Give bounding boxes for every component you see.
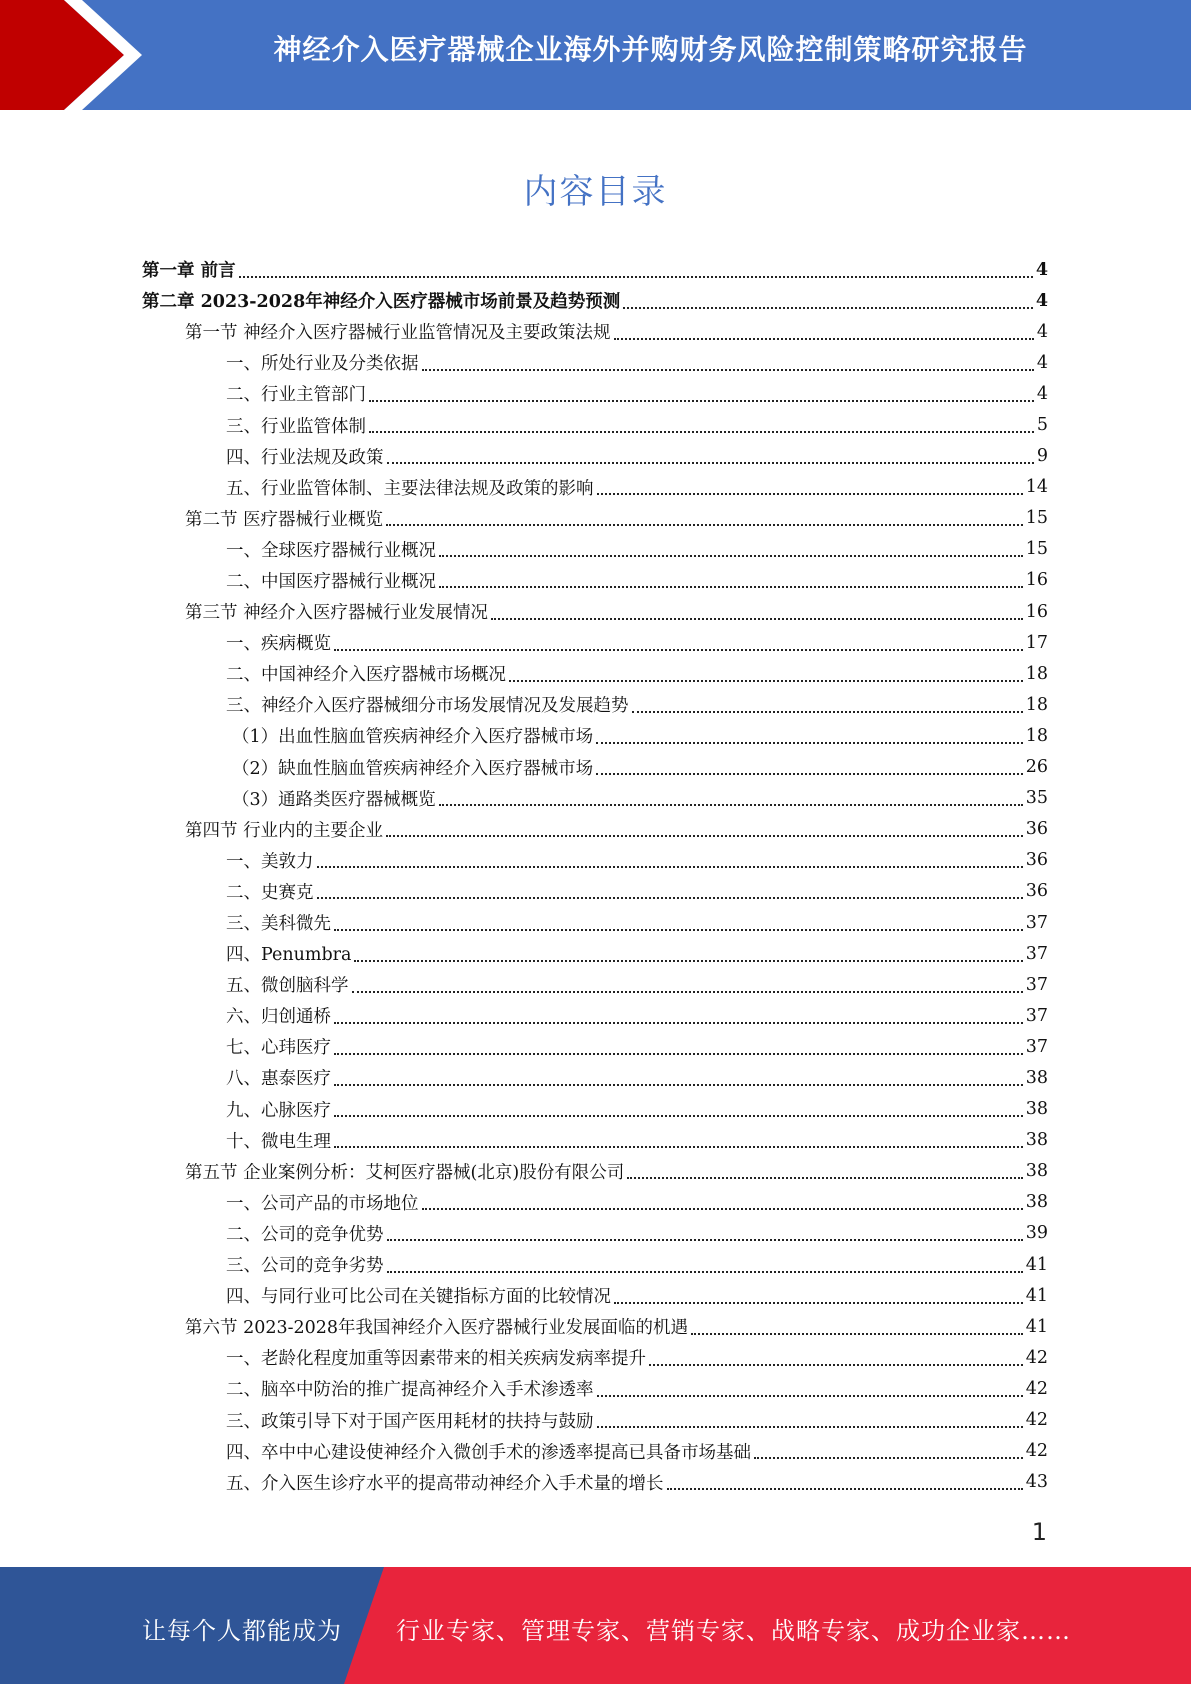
dot-leader [334, 1053, 1023, 1055]
toc-entry-page: 42 [1025, 1378, 1048, 1399]
toc-entry[interactable] [142, 658, 1048, 689]
toc-entry-page: 18 [1025, 725, 1048, 746]
toc-entry-title: 四、与同行业可比公司在关键指标方面的比较情况 [226, 1287, 611, 1308]
toc-entry-page: 18 [1025, 663, 1048, 684]
toc-entry-page: 42 [1025, 1410, 1048, 1431]
toc-entry-title: 第五节 企业案例分析：艾柯医疗器械(北京)股份有限公司 [185, 1162, 625, 1183]
dot-leader [614, 338, 1034, 340]
toc-entry-page: 9 [1036, 446, 1048, 467]
dot-leader [334, 929, 1023, 931]
toc-entry-title: 第六节 2023-2028年我国神经介入医疗器械行业发展面临的机遇 [185, 1318, 689, 1339]
toc-entry-title: 五、行业监管体制、主要法律法规及政策的影响 [226, 478, 594, 499]
toc-entry-page: 16 [1025, 601, 1048, 622]
toc-entry[interactable] [142, 1280, 1048, 1311]
toc-entry[interactable] [142, 969, 1048, 1000]
dot-leader [614, 1302, 1023, 1304]
toc-entry-page: 38 [1025, 1192, 1048, 1213]
toc-entry[interactable] [142, 347, 1048, 378]
toc-entry-title: 一、美敦力 [226, 851, 314, 872]
toc-entry[interactable] [142, 1373, 1048, 1404]
toc-entry[interactable] [142, 907, 1048, 938]
toc-entry-page: 16 [1025, 570, 1048, 591]
page-number: 1 [1031, 1518, 1047, 1546]
toc-entry-page: 37 [1025, 1036, 1048, 1057]
toc-entry-title: 十、微电生理 [226, 1131, 331, 1152]
toc-entry[interactable] [142, 1156, 1048, 1187]
dot-leader [334, 1084, 1023, 1086]
dot-leader [667, 1488, 1023, 1490]
toc-entry[interactable] [142, 720, 1048, 751]
dot-leader [597, 493, 1023, 495]
footer-slogan-right: 行业专家、管理专家、营销专家、战略专家、成功企业家…… [396, 1617, 1071, 1645]
dot-leader [369, 431, 1034, 433]
dot-leader [627, 1177, 1023, 1179]
toc-entry[interactable] [142, 1094, 1048, 1125]
dot-leader [334, 1146, 1023, 1148]
dot-leader [439, 555, 1023, 557]
toc-entry[interactable] [142, 565, 1048, 596]
toc-entry-title: 一、疾病概览 [226, 634, 331, 655]
toc-entry[interactable] [142, 1000, 1048, 1031]
toc-entry-title: （1）出血性脑血管疾病神经介入医疗器械市场 [232, 727, 594, 748]
dot-leader [387, 462, 1034, 464]
toc-entry-page: 4 [1035, 259, 1048, 280]
toc-entry-title: 五、介入医生诊疗水平的提高带动神经介入手术量的增长 [226, 1473, 664, 1494]
toc-entry[interactable] [142, 689, 1048, 720]
toc-entry-page: 41 [1025, 1285, 1048, 1306]
toc-entry-page: 38 [1025, 1130, 1048, 1151]
dot-leader [317, 866, 1023, 868]
toc-entry-title: 一、所处行业及分类依据 [226, 354, 419, 375]
toc-entry-title: 六、归创通桥 [226, 1007, 331, 1028]
toc-entry-page: 5 [1036, 415, 1048, 436]
toc-entry[interactable] [142, 627, 1048, 658]
dot-leader [387, 1239, 1023, 1241]
toc-entry-title: 第一节 神经介入医疗器械行业监管情况及主要政策法规 [185, 323, 611, 344]
dot-leader [422, 1208, 1023, 1210]
toc-entry-title: 八、惠泰医疗 [226, 1069, 331, 1090]
toc-entry[interactable] [142, 814, 1048, 845]
header-banner [0, 0, 1191, 110]
toc-entry-title: 四、卒中中心建设使神经介入微创手术的渗透率提高已具备市场基础 [226, 1442, 751, 1463]
toc-entry[interactable] [142, 254, 1048, 285]
toc-entry-title: 二、行业主管部门 [226, 385, 366, 406]
dot-leader [491, 618, 1023, 620]
toc-entry[interactable] [142, 409, 1048, 440]
dot-leader [317, 897, 1023, 899]
toc-entry-title: 第二节 医疗器械行业概览 [185, 509, 384, 530]
toc-entry-title: 二、中国神经介入医疗器械市场概况 [226, 665, 506, 686]
dot-leader [387, 1271, 1023, 1273]
toc-entry-title: 四、Penumbra [226, 945, 352, 966]
toc-entry-page: 4 [1036, 352, 1048, 373]
toc-entry-title: 三、神经介入医疗器械细分市场发展情况及发展趋势 [226, 696, 629, 717]
table-of-contents [142, 254, 1048, 1498]
toc-entry-page: 37 [1025, 974, 1048, 995]
toc-entry-page: 39 [1025, 1223, 1048, 1244]
toc-entry-title: 五、微创脑科学 [226, 976, 349, 997]
dot-leader [649, 1364, 1023, 1366]
toc-entry[interactable] [142, 1031, 1048, 1062]
toc-entry-title: 三、美科微先 [226, 914, 331, 935]
dot-leader [334, 649, 1023, 651]
toc-entry-page: 36 [1025, 881, 1048, 902]
toc-entry-page: 36 [1025, 819, 1048, 840]
dot-leader [632, 711, 1023, 713]
toc-entry-title: 三、公司的竞争劣势 [226, 1256, 384, 1277]
toc-entry[interactable] [142, 1249, 1048, 1280]
toc-entry-page: 18 [1025, 694, 1048, 715]
toc-entry-title: 二、中国医疗器械行业概况 [226, 571, 436, 592]
toc-entry-title: 第二章 2023-2028年神经介入医疗器械市场前景及趋势预测 [142, 292, 621, 313]
toc-entry-page: 38 [1025, 1161, 1048, 1182]
dot-leader [439, 804, 1023, 806]
dot-leader [509, 680, 1023, 682]
toc-entry[interactable] [142, 1342, 1048, 1373]
toc-entry-title: 第四节 行业内的主要企业 [185, 820, 384, 841]
toc-entry[interactable] [142, 1404, 1048, 1435]
toc-entry-title: 三、政策引导下对于国产医用耗材的扶持与鼓励 [226, 1411, 594, 1432]
toc-entry-page: 38 [1025, 1099, 1048, 1120]
toc-entry[interactable] [142, 752, 1048, 783]
toc-entry[interactable] [142, 534, 1048, 565]
toc-entry[interactable] [142, 441, 1048, 472]
toc-entry[interactable] [142, 783, 1048, 814]
toc-entry[interactable] [142, 596, 1048, 627]
toc-entry-title: 九、心脉医疗 [226, 1100, 331, 1121]
dot-leader [439, 586, 1023, 588]
dot-leader [369, 400, 1034, 402]
toc-entry-page: 37 [1025, 943, 1048, 964]
toc-entry-page: 35 [1025, 788, 1048, 809]
toc-entry[interactable] [142, 316, 1048, 347]
toc-entry-page: 14 [1025, 477, 1048, 498]
toc-entry-title: 二、脑卒中防治的推广提高神经介入手术渗透率 [226, 1380, 594, 1401]
toc-entry-page: 4 [1036, 383, 1048, 404]
dot-leader [354, 960, 1022, 962]
toc-entry[interactable] [142, 1467, 1048, 1498]
dot-leader [596, 773, 1023, 775]
toc-entry-title: 三、行业监管体制 [226, 416, 366, 437]
footer-slogan-left: 让每个人都能成为 [142, 1617, 342, 1645]
dot-leader [422, 369, 1034, 371]
dot-leader [386, 835, 1023, 837]
toc-entry-title: （2）缺血性脑血管疾病神经介入医疗器械市场 [232, 758, 594, 779]
toc-entry[interactable] [142, 1187, 1048, 1218]
toc-entry-title: 第一章 前言 [142, 261, 236, 282]
toc-entry-title: 第三节 神经介入医疗器械行业发展情况 [185, 603, 489, 624]
toc-entry-title: 一、老龄化程度加重等因素带来的相关疾病发病率提升 [226, 1349, 646, 1370]
toc-entry[interactable] [142, 472, 1048, 503]
toc-entry[interactable] [142, 378, 1048, 409]
toc-entry-page: 15 [1025, 539, 1048, 560]
toc-entry[interactable] [142, 1436, 1048, 1467]
dot-leader [691, 1333, 1023, 1335]
dot-leader [623, 307, 1033, 309]
footer-banner [0, 1567, 1191, 1684]
dot-leader [352, 991, 1023, 993]
toc-entry[interactable] [142, 503, 1048, 534]
toc-entry-page: 36 [1025, 850, 1048, 871]
toc-entry-page: 41 [1025, 1254, 1048, 1275]
toc-entry[interactable] [142, 1218, 1048, 1249]
dot-leader [597, 1426, 1023, 1428]
toc-entry[interactable] [142, 1311, 1048, 1342]
dot-leader [239, 276, 1033, 278]
toc-entry-title: 七、心玮医疗 [226, 1038, 331, 1059]
toc-entry-page: 17 [1025, 632, 1048, 653]
toc-entry-title: （3）通路类医疗器械概览 [232, 789, 436, 810]
toc-entry-page: 42 [1025, 1347, 1048, 1368]
dot-leader [597, 1395, 1023, 1397]
toc-entry-page: 38 [1025, 1067, 1048, 1088]
toc-entry-page: 43 [1025, 1472, 1048, 1493]
toc-entry-title: 二、公司的竞争优势 [226, 1224, 384, 1245]
toc-entry-page: 37 [1025, 1005, 1048, 1026]
dot-leader [386, 524, 1023, 526]
toc-entry-page: 15 [1025, 508, 1048, 529]
toc-entry[interactable] [142, 1125, 1048, 1156]
toc-entry-title: 一、公司产品的市场地位 [226, 1193, 419, 1214]
toc-entry[interactable] [142, 845, 1048, 876]
dot-leader [334, 1115, 1023, 1117]
dot-leader [596, 742, 1023, 744]
toc-entry-page: 42 [1025, 1441, 1048, 1462]
toc-entry-page: 41 [1025, 1316, 1048, 1337]
toc-heading: 内容目录 [523, 172, 668, 212]
toc-entry-title: 二、史赛克 [226, 882, 314, 903]
toc-entry-page: 4 [1036, 321, 1048, 342]
toc-entry[interactable] [142, 285, 1048, 316]
toc-entry[interactable] [142, 938, 1048, 969]
report-title: 神经介入医疗器械企业海外并购财务风险控制策略研究报告 [273, 33, 1028, 66]
dot-leader [754, 1457, 1023, 1459]
toc-entry-title: 四、行业法规及政策 [226, 447, 384, 468]
toc-entry-page: 4 [1035, 290, 1048, 311]
toc-entry[interactable] [142, 876, 1048, 907]
toc-entry-page: 37 [1025, 912, 1048, 933]
dot-leader [334, 1022, 1023, 1024]
toc-entry-title: 一、全球医疗器械行业概况 [226, 540, 436, 561]
toc-entry[interactable] [142, 1062, 1048, 1093]
toc-entry-page: 26 [1025, 757, 1048, 778]
